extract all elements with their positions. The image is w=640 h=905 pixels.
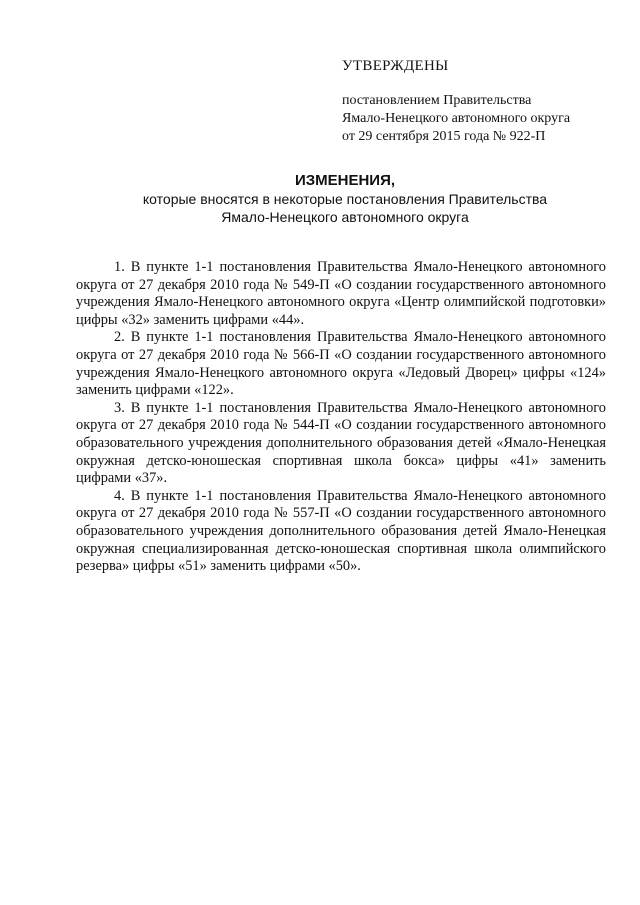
document-subtitle-line-1: которые вносятся в некоторые постановления Правительства (142, 191, 548, 207)
approval-line-decree: постановлением Правительства (342, 93, 532, 108)
amendment-item-4: 4. В пункте 1-1 постановления Правительства Ямало-Ненецкого автономного округа от 27 декабря 2010 года № 557-П «О создании государственного автономного образовательного учреждения дополнительного образования детей Ямало-Ненецкая окружная специализированная детско-юношеская спортивная школа олимпийского резерва» цифры «51» заменить цифрами «50». (76, 487, 606, 575)
approval-stamp (342, 56, 612, 146)
document-heading (0, 172, 640, 226)
amendment-item-2: 2. В пункте 1-1 постановления Правительства Ямало-Ненецкого автономного округа от 27 декабря 2010 года № 566-П «О создании государственного автономного учреждения Ямало-Ненецкого автономного округа «Ледовый Дворец» цифры «124» заменить цифрами «122». (76, 329, 606, 399)
document-subtitle-line-2: Ямало-Ненецкого автономного округа (221, 209, 469, 225)
approval-line-region: Ямало-Ненецкого автономного округа (342, 111, 571, 126)
approval-line-date: от 29 сентября 2015 года № 922-П (342, 129, 546, 144)
approval-title: УТВЕРЖДЕНЫ (342, 58, 449, 74)
amendment-item-1: 1. В пункте 1-1 постановления Правительства Ямало-Ненецкого автономного округа от 27 декабря 2010 года № 549-П «О создании государственного автономного учреждения Ямало-Ненецкого автономного округа «Центр олимпийской подготовки» цифры «32» заменить цифрами «44». (76, 259, 606, 328)
amendment-list (76, 259, 606, 576)
amendment-item-3: 3. В пункте 1-1 постановления Правительства Ямало-Ненецкого автономного округа от 27 декабря 2010 года № 544-П «О создании государственного автономного образовательного учреждения дополнительного образования детей «Ямало-Ненецкая окружная детско-юношеская спортивная школа бокса» цифры «41» заменить цифрами «37». (76, 399, 606, 487)
document-title: ИЗМЕНЕНИЯ, (294, 172, 396, 189)
